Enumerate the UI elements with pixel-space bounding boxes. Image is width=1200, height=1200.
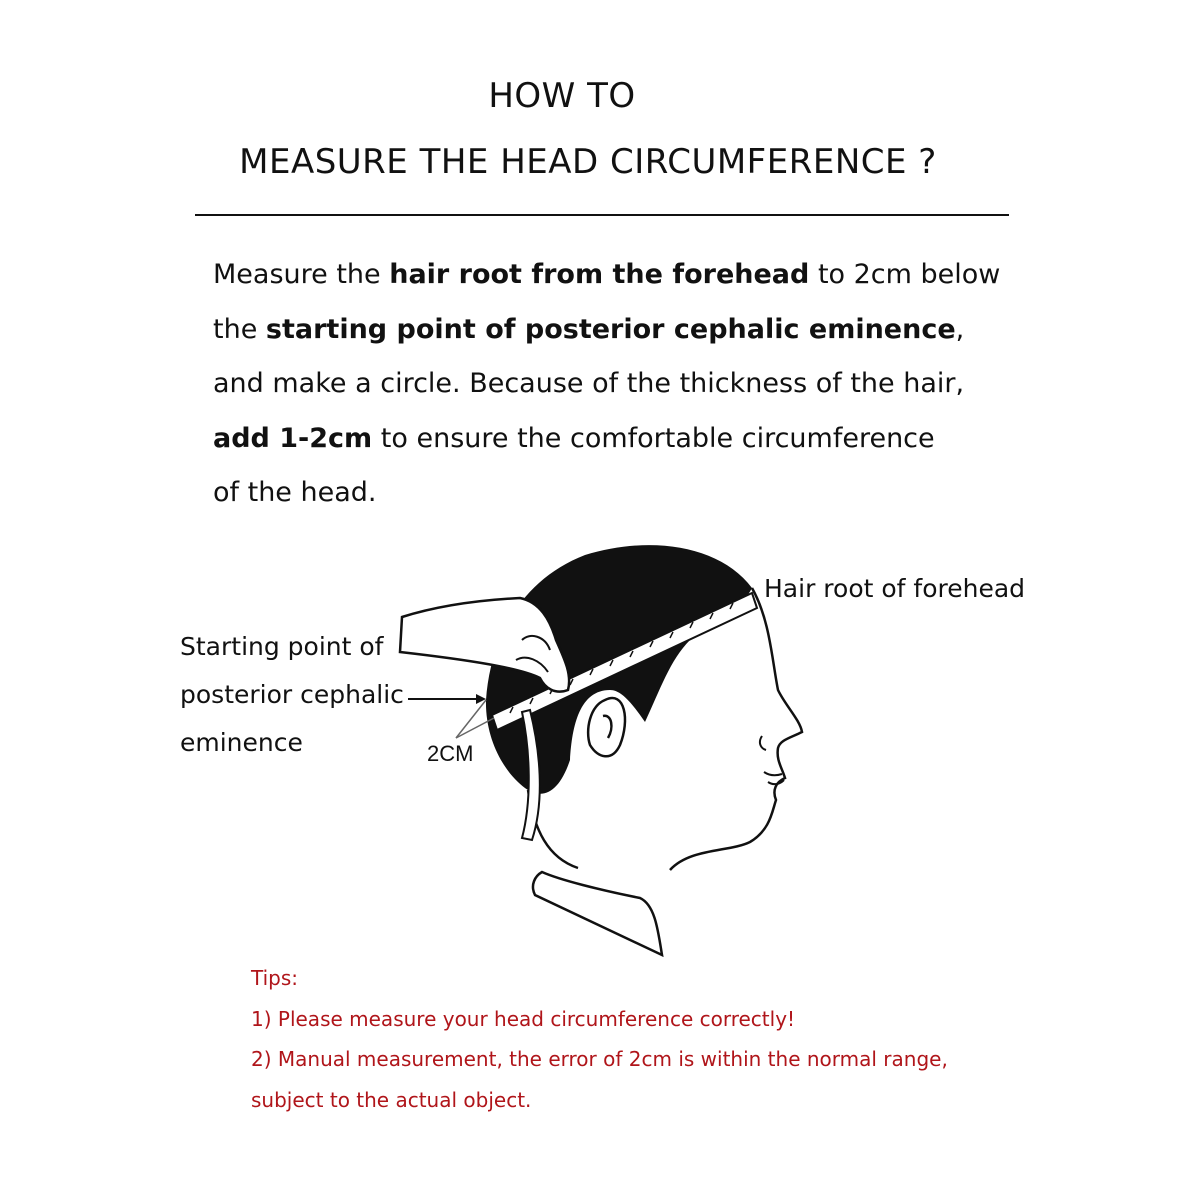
offset-indicator-line-a: [456, 700, 486, 738]
instruction-line-3: and make a circle. Because of the thickness of the hair,: [213, 368, 965, 399]
instruction-text: to ensure the comfortable circumference: [372, 422, 935, 454]
instruction-line-2: [213, 303, 1113, 358]
offset-label: 2CM: [427, 741, 474, 766]
eye-detail: [760, 736, 766, 750]
offset-indicator-line-b: [456, 718, 494, 738]
collar-shape: [533, 872, 662, 955]
page-title-line-2: MEASURE THE HEAD CIRCUMFERENCE ?: [239, 142, 937, 182]
instruction-emphasis: hair root from the forehead: [389, 259, 810, 290]
instruction-emphasis: add 1-2cm: [213, 422, 373, 454]
hand-shape: [400, 598, 569, 692]
instruction-line-5: of the head.: [213, 477, 377, 508]
tip-item-2-continued: subject to the actual object.: [251, 1087, 532, 1112]
start-point-label-line-2: posterior cephalic: [180, 680, 404, 709]
tips-section: [251, 958, 948, 1120]
instruction-text: the: [213, 313, 266, 345]
page-title-line-1: HOW TO: [488, 76, 636, 116]
instruction-text: ,: [955, 313, 965, 345]
start-point-label-line-3: eminence: [180, 728, 303, 757]
start-point-label-line-1: Starting point of: [180, 632, 384, 661]
instruction-text: to 2cm below: [809, 259, 1001, 290]
tips-heading: Tips:: [251, 966, 299, 990]
mouth-detail: [764, 772, 784, 784]
instruction-line-4: [213, 412, 1113, 467]
tip-item-1: 1) Please measure your head circumference correctly!: [251, 1006, 796, 1031]
title-divider: [195, 214, 1009, 216]
instruction-emphasis: starting point of posterior cephalic eminence: [265, 313, 956, 345]
instructions-paragraph: [213, 248, 1113, 521]
instruction-text: Measure the: [213, 259, 390, 290]
forehead-label: Hair root of forehead: [764, 574, 1026, 603]
tip-item-2: 2) Manual measurement, the error of 2cm is within the normal range,: [251, 1047, 948, 1071]
ear-shape: [588, 698, 625, 756]
instruction-line-1: [213, 248, 1113, 303]
